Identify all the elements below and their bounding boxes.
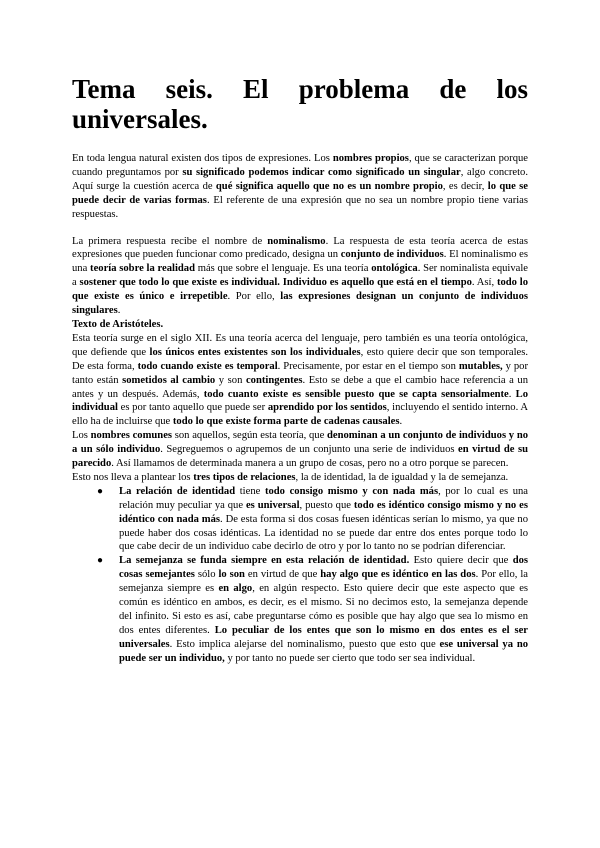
paragraph-aristoteles [72, 332, 528, 429]
emphasis: su significado podemos indicar como significado un singular [182, 166, 461, 178]
emphasis: La semejanza se funda siempre en esta relación de identidad. [119, 555, 410, 567]
text-run: . Ser nominalista equivale a [72, 263, 529, 289]
text-run: La primera respuesta recibe el nombre de [72, 235, 268, 247]
text-run: y son [215, 374, 246, 386]
text-run: Los [72, 430, 91, 442]
emphasis: qué significa aquello que no es un nombre propio [215, 180, 443, 192]
emphasis: aprendido por los sentidos [267, 402, 387, 414]
text-run: . La respuesta de esta teoría acerca de estas expresiones que pueden funcionar como predicado, designa un [72, 235, 529, 261]
bullet-list [72, 485, 528, 666]
document-body [72, 152, 528, 666]
emphasis: sometidos al cambio [122, 374, 216, 386]
text-run: . Así llamamos de determinada manera a un grupo de cosas, pero no a otro porque se parecen. [111, 458, 509, 470]
emphasis: en algo [218, 583, 253, 595]
text-run: , que se caracterizan porque cuando preguntamos por [72, 153, 528, 178]
emphasis: nominalismo [267, 235, 326, 247]
text-run: , la de identidad, la de igualdad y la de semejanza. [295, 471, 509, 483]
text-run: , es decir, [442, 180, 488, 192]
text-run: . Segreguemos o agrupemos de un conjunto una serie de individuos [160, 444, 459, 456]
text-run: . El nominalismo es una [72, 249, 529, 275]
text-run: y por tanto están [72, 360, 528, 386]
emphasis: todo cuando existe es temporal [137, 360, 278, 372]
emphasis: nombres comunes [90, 430, 173, 442]
emphasis: hay algo que es idéntico en las dos [320, 569, 476, 581]
emphasis: lo son [218, 569, 245, 581]
text-run: es por tanto aquello que puede ser [117, 402, 268, 414]
text-run: en virtud de que [244, 569, 321, 581]
text-run: . [117, 305, 121, 317]
emphasis: ese universal ya no puede ser un individuo, [119, 638, 529, 664]
emphasis: todo cuanto existe es sensible puesto que se capta sensorialmente [203, 388, 509, 400]
section-heading: Texto de Aristóteles. [72, 318, 164, 330]
text-run: . Esto implica alejarse del nominalismo, puesto que esto que [169, 638, 440, 650]
paragraph-relaciones [72, 471, 528, 485]
emphasis: teoría sobre la realidad [90, 263, 195, 275]
text-run: Esto quiere decir que [409, 555, 513, 567]
text-run: , esto quiere decir que son temporales. De esta forma, [72, 346, 528, 372]
emphasis: todo lo que existe forma parte de cadenas causales [172, 416, 400, 428]
text-run: , incluyendo el sentido interno. A ello ha de incluirse que [72, 402, 528, 428]
text-run: y por tanto no puede ser cierto que todo ser sea individual. [224, 652, 476, 664]
emphasis: nombres propios [332, 153, 409, 164]
emphasis: todo consigo mismo y con nada más [264, 485, 439, 497]
text-run: más que sobre el lenguaje. Es una teoría [195, 263, 372, 275]
text-run: En toda lengua natural existen dos tipos de expresiones. Los [72, 153, 333, 164]
text-run: , en algún respecto. Esto quiere decir que este aspecto que es común es idéntico en ambos, es decir, es el mismo. Si no decimos esto, la semejanza depende del infinito. Si esto es así, cabe preguntarse cómo es posible que hay algo que sea lo mismo en dos entes diferentes. [119, 583, 529, 636]
emphasis: La relación de identidad [119, 485, 236, 497]
text-run: Esto nos lleva a plantear los [72, 471, 194, 483]
emphasis: sostener que todo lo que existe es individual. Individuo es aquello que está en el tiempo [79, 277, 472, 289]
text-run: sólo [194, 569, 219, 581]
paragraph-nominalismo [72, 235, 528, 318]
page-title: Tema seis. El problema de los universales. [72, 74, 528, 134]
bullet-icon: ● [97, 555, 104, 567]
text-run: tiene [235, 485, 265, 497]
bullet-icon: ● [97, 485, 104, 497]
emphasis: es universal [245, 499, 300, 511]
text-run: . [399, 416, 403, 428]
text-run: Esta teoría surge en el siglo XII. Es una teoría acerca del lenguaje, pero también es una teoría ontológica, que defiende que [72, 332, 528, 358]
text-run: , por lo cual es una relación muy peculiar ya que [119, 485, 528, 511]
paragraph-nombres-comunes [72, 429, 528, 471]
text-run: . [508, 388, 516, 400]
emphasis: las expresiones designan un conjunto de individuos singulares [72, 291, 528, 317]
emphasis: Lo peculiar de los entes que son lo mismo en dos entes es el ser universales [119, 624, 528, 650]
text-run: son aquellos, según esta teoría, que [172, 430, 328, 442]
text-run: , puesto que [299, 499, 354, 511]
list-item [97, 554, 529, 665]
text-run: . Esto se debe a que el cambio hace referencia a un antes y un después. Además, [72, 374, 528, 400]
text-run: . Por ello, la semejanza siempre es [119, 569, 528, 595]
emphasis: tres tipos de relaciones [193, 471, 296, 483]
emphasis: ontológica [371, 263, 418, 275]
text-run: . El referente de una expresión que no sea un nombre propio tiene varias respuestas. [72, 194, 529, 220]
emphasis: los únicos entes existentes son los individuales [149, 346, 361, 358]
text-run: , algo concreto. Aquí surge la cuestión acerca de [72, 166, 528, 192]
emphasis: dos cosas semejantes [119, 555, 528, 581]
paragraph-intro [72, 152, 528, 222]
text-run: . Por ello, [227, 291, 281, 303]
emphasis: Lo individual [72, 388, 528, 414]
emphasis: todo lo que existe es único e irrepetible [72, 277, 528, 303]
emphasis: en virtud de su parecido [72, 444, 528, 470]
emphasis: mutables, [458, 360, 503, 372]
emphasis: lo que se puede decir de varias formas [72, 180, 528, 206]
text-run: . De esta forma si dos cosas fuesen idénticas serían lo mismo, ya que no puede haber dos cosas idénticas. La identidad no se puede dar entre dos entes porque todo lo que cabe decir de un individuo cabe decirlo de otro y por lo tanto no se podrían diferenciar. [119, 513, 528, 553]
emphasis: denominan a un conjunto de individuos y no a un sólo individuo [72, 430, 529, 456]
emphasis: todo es idéntico consigo mismo y no es idéntico con nada más [119, 499, 528, 525]
emphasis: conjunto de individuos [340, 249, 444, 261]
list-item [97, 485, 528, 555]
emphasis: contingentes [245, 374, 303, 386]
text-run: . Así, [471, 277, 497, 289]
text-run: . Precisamente, por estar en el tiempo son [277, 360, 459, 372]
